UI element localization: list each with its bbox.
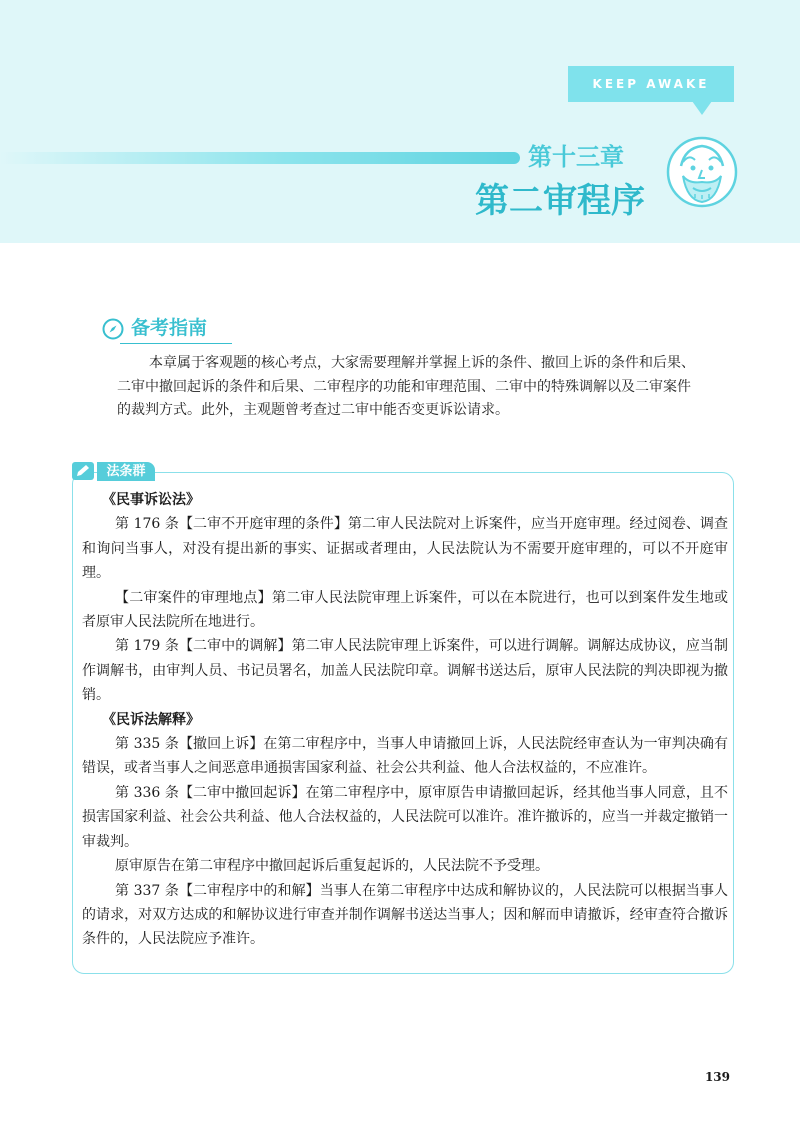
chapter-number: 第十三章 [528, 142, 624, 171]
law-article: 第 335 条【撤回上诉】在第二审程序中，当事人申请撤回上诉，人民法院经审查认为一审判决确有错误，或者当事人之间恶意串通损害国家利益、社会公共利益、他人合法权益的，不应准许。 [82, 736, 728, 777]
law-article: 第 176 条【二审不开庭审理的条件】第二审人民法院对上诉案件，应当开庭审理。经过阅卷、调查和询问当事人，对没有提出新的事实、证据或者理由，人民法院认为不需要开庭审理的，可以不开庭审理。 [82, 516, 728, 582]
compass-icon [102, 318, 124, 340]
law-section-content [82, 488, 728, 952]
law-article: 第 179 条【二审中的调解】第二审人民法院审理上诉案件，可以进行调解。调解达成协议，应当制作调解书，由审判人员、书记员署名，加盖人民法院印章。调解书送达后，原审人民法院的判决即视为撤销。 [82, 638, 728, 704]
bearded-face-logo-icon [665, 132, 739, 212]
law-book-title: 《民事诉讼法》 [102, 492, 200, 508]
law-article: 第 337 条【二审程序中的和解】当事人在第二审程序中达成和解协议的，人民法院可以根据当事人的请求，对双方达成的和解协议进行审查并制作调解书送达当事人；因和解而申请撤诉，经审查符合撤诉条件的，人民法院应予准许。 [82, 882, 728, 948]
chapter-bar [0, 152, 520, 164]
guide-underline [120, 343, 232, 344]
guide-body: 本章属于客观题的核心考点，大家需要理解并掌握上诉的条件、撤回上诉的条件和后果、二审中撤回起诉的条件和后果、二审程序的功能和审理范围、二审中的特殊调解以及二审案件的裁判方式。此外，主观题曾考查过二审中能否变更诉讼请求。 [117, 355, 695, 418]
keep-awake-banner [568, 66, 734, 102]
guide-title: 备考指南 [131, 317, 208, 339]
law-book-title: 《民诉法解释》 [102, 711, 200, 728]
law-section-tab: 法条群 [97, 462, 155, 481]
banner-tail [692, 101, 712, 115]
page-number: 139 [704, 1070, 730, 1084]
chapter-title: 第二审程序 [475, 181, 645, 221]
law-article: 第 336 条【二审中撤回起诉】在第二审程序中，原审原告申请撤回起诉，经其他当事人同意，且不损害国家利益、社会公共利益、他人合法权益的，人民法院可以准许。准许撤诉的，应当一并裁定撤销一审裁判。 [82, 784, 728, 850]
banner-text: KEEP AWAKE [592, 77, 710, 91]
law-article: 【二审案件的审理地点】第二审人民法院审理上诉案件，可以在本院进行，也可以到案件发生地或者原审人民法院所在地进行。 [82, 589, 728, 631]
pencil-icon [72, 462, 94, 480]
law-article: 原审原告在第二审程序中撤回起诉后重复起诉的，人民法院不予受理。 [115, 858, 549, 875]
